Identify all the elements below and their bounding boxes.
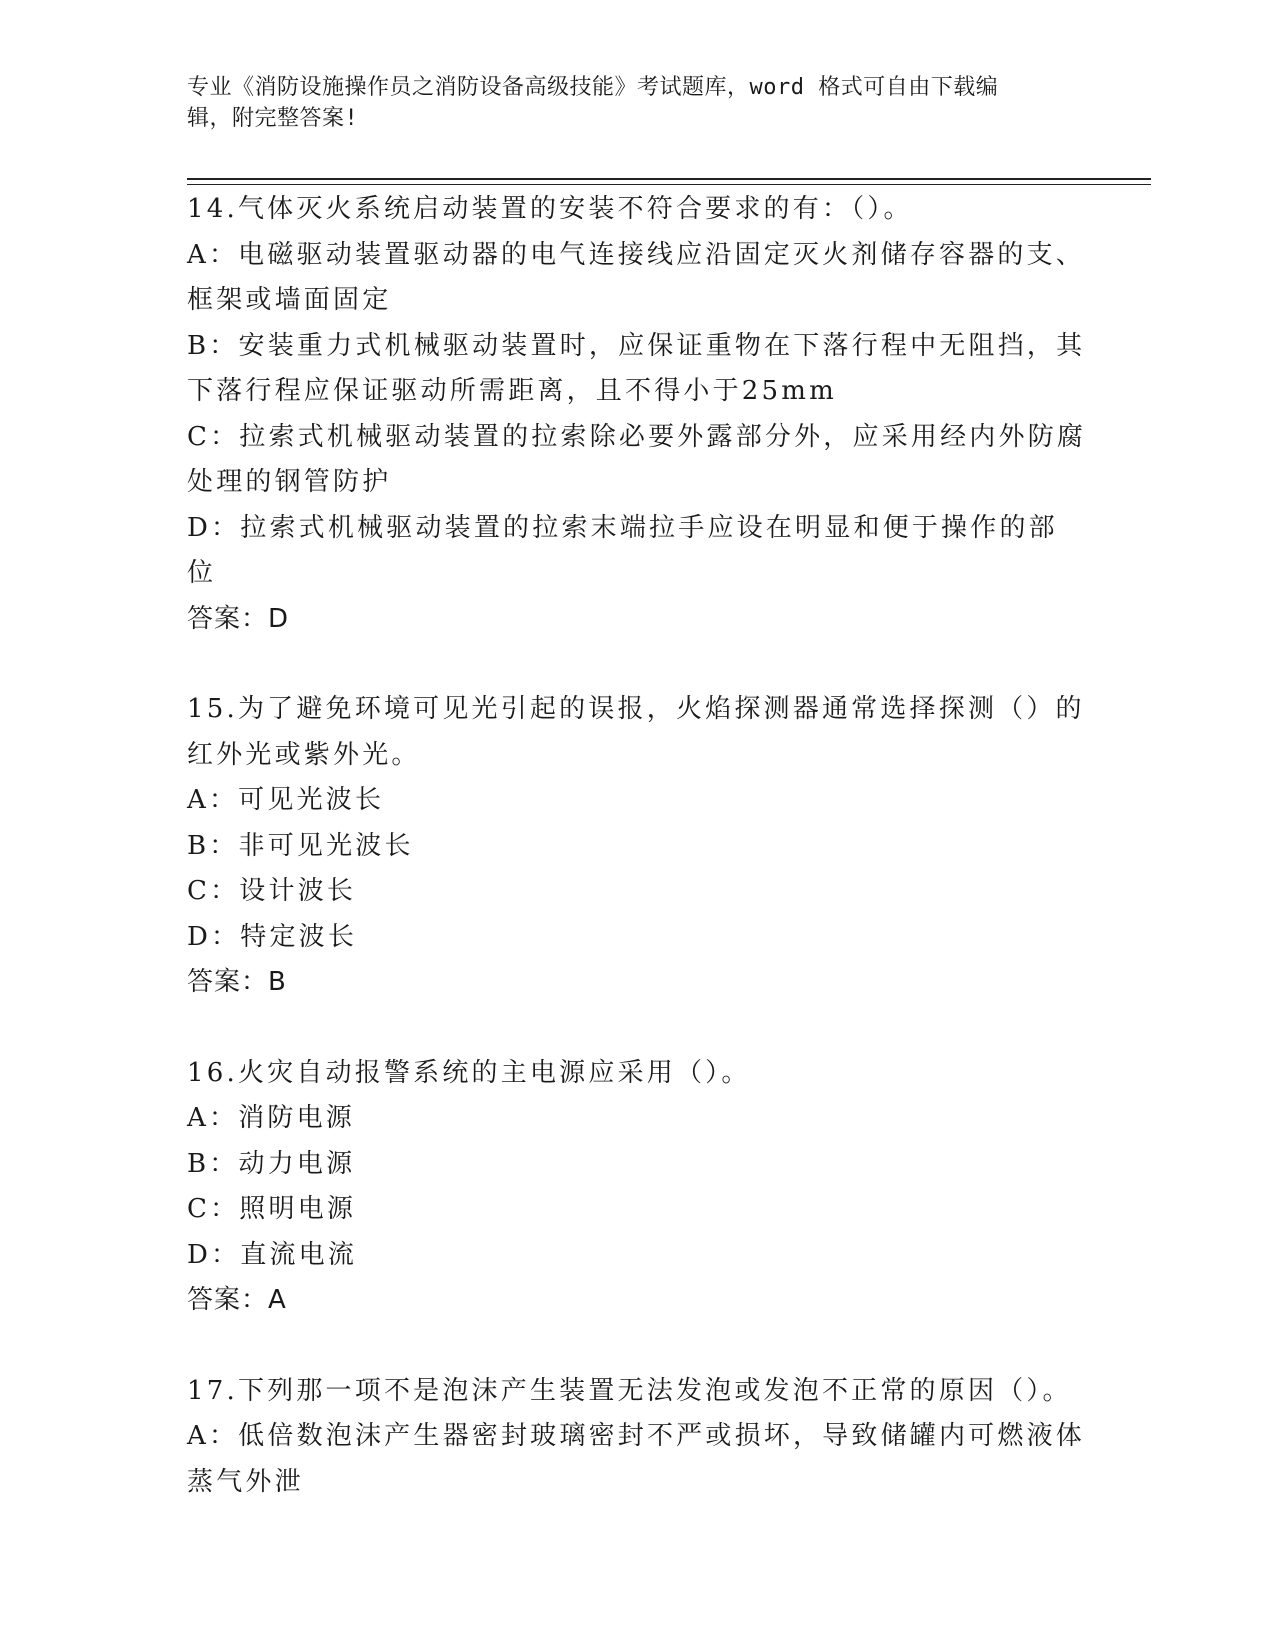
question-list [187,187,1087,1550]
header-divider-top [187,178,1151,180]
option-a: A：电磁驱动装置驱动器的电气连接线应沿固定灭火剂储存容器的支、框架或墙面固定 [187,239,1085,315]
option-c: C：拉索式机械驱动装置的拉索除必要外露部分外，应采用经内外防腐处理的钢管防护 [187,421,1087,497]
question-14 [187,187,1087,642]
question-15 [187,687,1087,1006]
answer: 答案：D [187,603,290,634]
question-stem: 15.为了避免环境可见光引起的误报，火焰探测器通常选择探测（）的红外光或紫外光。 [187,694,1085,770]
header-divider-bottom [187,184,1151,185]
option-c: C：照明电源 [187,1194,357,1224]
option-b: B：安装重力式机械驱动装置时，应保证重物在下落行程中无阻挡，其下落行程应保证驱动所需距离，且不得小于25mm [187,330,1086,406]
question-stem: 16.火灾自动报警系统的主电源应采用（）。 [187,1057,751,1088]
option-a: A：可见光波长 [187,785,385,815]
document-header [187,72,1067,134]
question-16 [187,1051,1087,1324]
question-17 [187,1369,1087,1506]
answer: 答案：B [187,967,287,997]
question-stem: 14.气体灭火系统启动装置的安装不符合要求的有：（）。 [187,194,913,224]
header-line-2: 辑，附完整答案! [187,106,359,131]
option-a: A：消防电源 [187,1103,355,1133]
option-d: D：直流电流 [187,1239,358,1270]
option-b: B：动力电源 [187,1148,356,1179]
answer: 答案：A [187,1285,287,1315]
option-d: D：拉索式机械驱动装置的拉索末端拉手应设在明显和便于操作的部位 [187,512,1058,588]
question-stem: 17.下列那一项不是泡沫产生装置无法发泡或发泡不正常的原因（）。 [187,1375,1072,1406]
option-c: C：设计波长 [187,876,357,906]
header-line-1: 专业《消防设施操作员之消防设备高级技能》考试题库，word 格式可自由下载编 [187,75,999,100]
option-a: A：低倍数泡沫产生器密封玻璃密封不严或损坏，导致储罐内可燃液体蒸气外泄 [187,1421,1085,1497]
option-b: B：非可见光波长 [187,830,414,861]
option-d: D：特定波长 [187,921,358,952]
